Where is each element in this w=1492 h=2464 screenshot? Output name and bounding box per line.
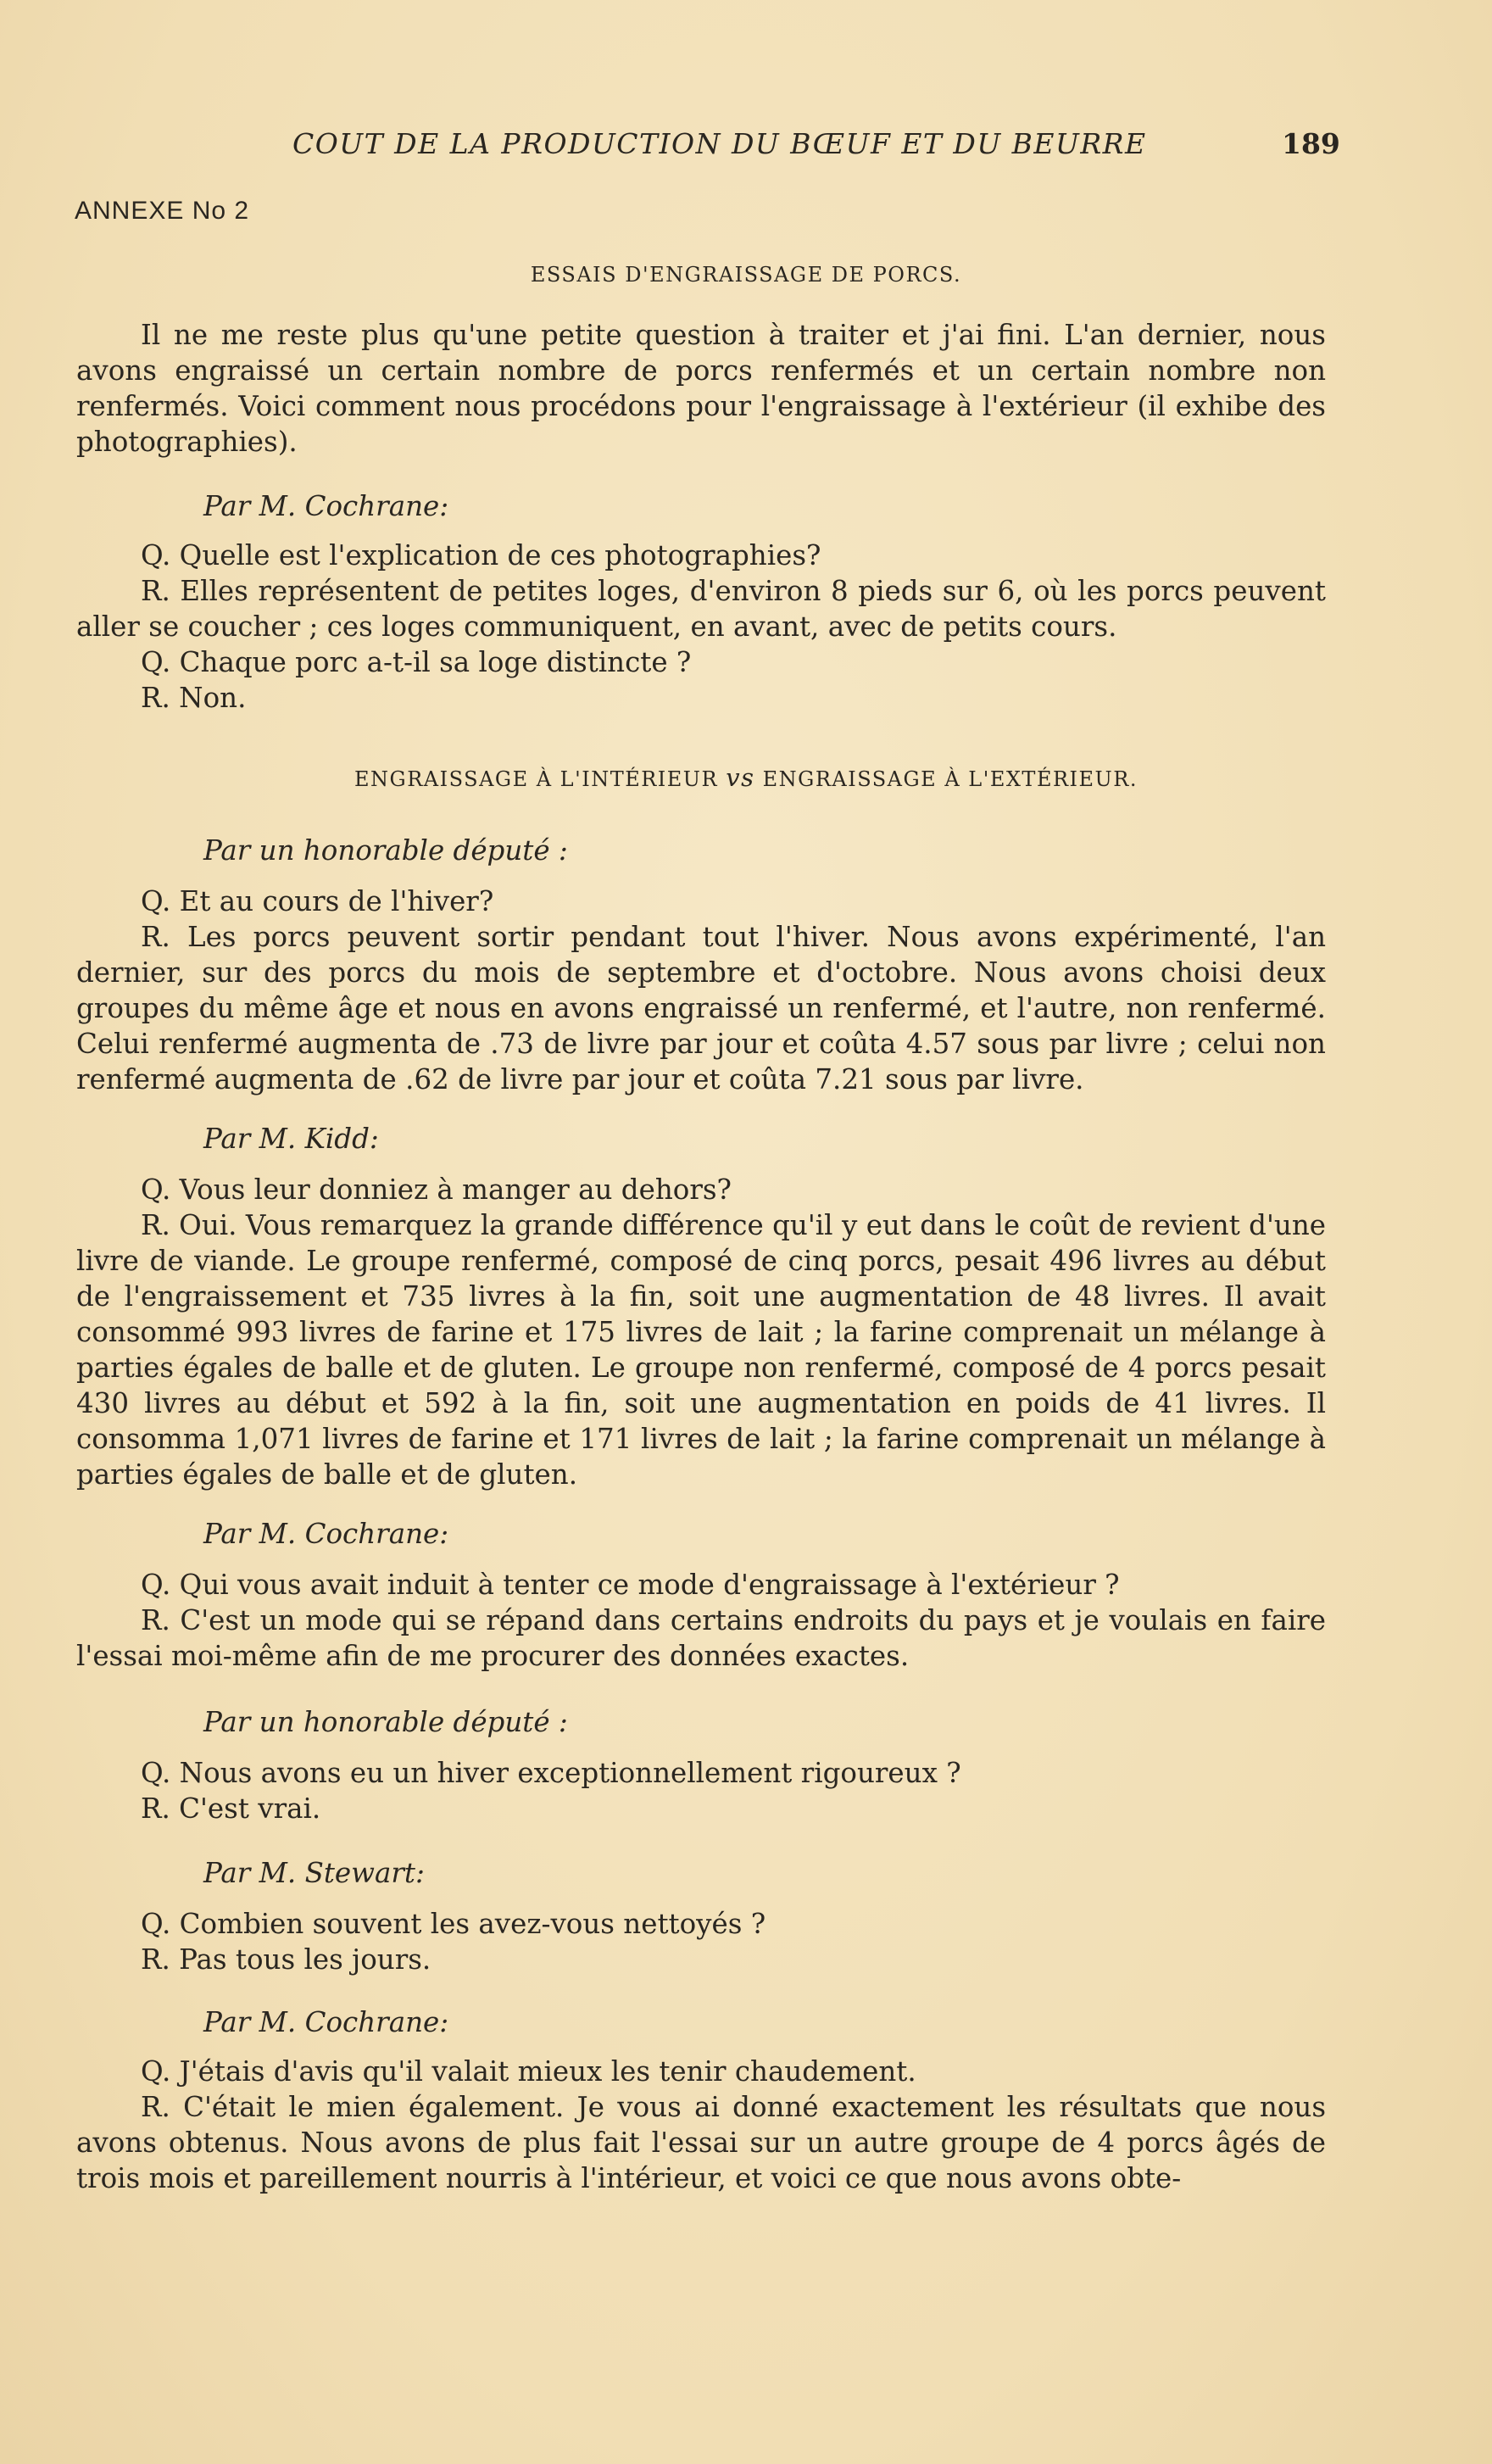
heading-vs: vs bbox=[726, 763, 755, 792]
page-number: 189 bbox=[1282, 127, 1340, 160]
question-text: Q. Et au cours de l'hiver? bbox=[141, 885, 494, 917]
answer-text: R. Non. bbox=[141, 682, 247, 714]
intro-paragraph: Il ne me reste plus qu'une petite question à traiter et j'ai fini. L'an dernier, nous avons engraissé un certain nombre de porcs renfermés et un certain nombre non renfermés. Voici comment nous procédons pour l'engraissage à l'extérieur (il exhibe des photographies). bbox=[76, 319, 1326, 458]
question-text: Q. Qui vous avait induit à tenter ce mode d'engraissage à l'extérieur ? bbox=[141, 1569, 1120, 1601]
question-text: Q. Combien souvent les avez-vous nettoyés ? bbox=[141, 1908, 766, 1940]
speaker-label: Par un honorable député : bbox=[203, 1706, 568, 1738]
heading-part-indoor: ENGRAISSAGE À L'INTÉRIEUR bbox=[354, 767, 719, 791]
answer-text: R. Pas tous les jours. bbox=[141, 1943, 431, 1976]
answer-text: R. Elles représentent de petites loges, d'environ 8 pieds sur 6, où les porcs peuvent aller se coucher ; ces loges communiquent, en avant, avec de petits cours. bbox=[76, 575, 1326, 643]
speaker-label: Par M. Cochrane: bbox=[203, 1518, 449, 1550]
answer-text: R. C'était le mien également. Je vous ai donné exactement les résultats que nous avons obtenus. Nous avons de plus fait l'essai sur un autre groupe de 4 porcs âgés de trois mois et pareillement nourris à l'intérieur, et voici ce que nous avons obte- bbox=[76, 2091, 1326, 2194]
answer-text: R. C'est vrai. bbox=[141, 1792, 321, 1825]
answer-text: R. Oui. Vous remarquez la grande différence qu'il y eut dans le coût de revient d'une livre de viande. Le groupe renfermé, composé de cinq porcs, pesait 496 livres au début de l'engraissement et 735 livres à la fin, soit une augmentation de 48 livres. Il avait consommé 993 livres de farine et 175 livres de lait ; la farine comprenait un mélange à parties égales de balle et de gluten. Le groupe non renfermé, composé de 4 porcs pesait 430 livres au début et 592 à la fin, soit une augmentation en poids de 41 livres. Il consomma 1,071 livres de farine et 171 livres de lait ; la farine comprenait un mélange à parties égales de balle et de gluten. bbox=[76, 1209, 1326, 1491]
section-heading-hog-fattening: ESSAIS D'ENGRAISSAGE DE PORCS. bbox=[530, 263, 962, 287]
speaker-label: Par un honorable député : bbox=[203, 834, 568, 867]
speaker-label: Par M. Cochrane: bbox=[203, 490, 449, 522]
running-title: COUT DE LA PRODUCTION DU BŒUF ET DU BEURRE bbox=[292, 127, 1147, 160]
answer-text: R. C'est un mode qui se répand dans certains endroits du pays et je voulais en faire l'essai moi-même afin de me procurer des données exactes. bbox=[76, 1604, 1326, 1672]
question-text: Q. Vous leur donniez à manger au dehors? bbox=[141, 1173, 732, 1206]
speaker-label: Par M. Stewart: bbox=[203, 1857, 425, 1889]
annex-label: ANNEXE No 2 bbox=[75, 197, 250, 225]
question-text: Q. Chaque porc a-t-il sa loge distincte ? bbox=[141, 646, 692, 678]
question-text: Q. Nous avons eu un hiver exceptionnellement rigoureux ? bbox=[141, 1757, 961, 1789]
section-heading-indoor-vs-outdoor bbox=[0, 763, 1492, 792]
question-text: Q. J'étais d'avis qu'il valait mieux les tenir chaudement. bbox=[141, 2055, 916, 2088]
question-text: Q. Quelle est l'explication de ces photographies? bbox=[141, 539, 821, 571]
speaker-label: Par M. Kidd: bbox=[203, 1123, 379, 1155]
speaker-label: Par M. Cochrane: bbox=[203, 2006, 449, 2038]
answer-text: R. Les porcs peuvent sortir pendant tout l'hiver. Nous avons expérimenté, l'an dernier, sur des porcs du mois de septembre et d'octobre. Nous avons choisi deux groupes du même âge et nous en avons engraissé un renfermé, et l'autre, non renfermé. Celui renfermé augmenta de .73 de livre par jour et coûta 4.57 sous par livre ; celui non renfermé augmenta de .62 de livre par jour et coûta 7.21 sous par livre. bbox=[76, 921, 1326, 1095]
heading-part-outdoor: ENGRAISSAGE À L'EXTÉRIEUR. bbox=[762, 767, 1138, 791]
